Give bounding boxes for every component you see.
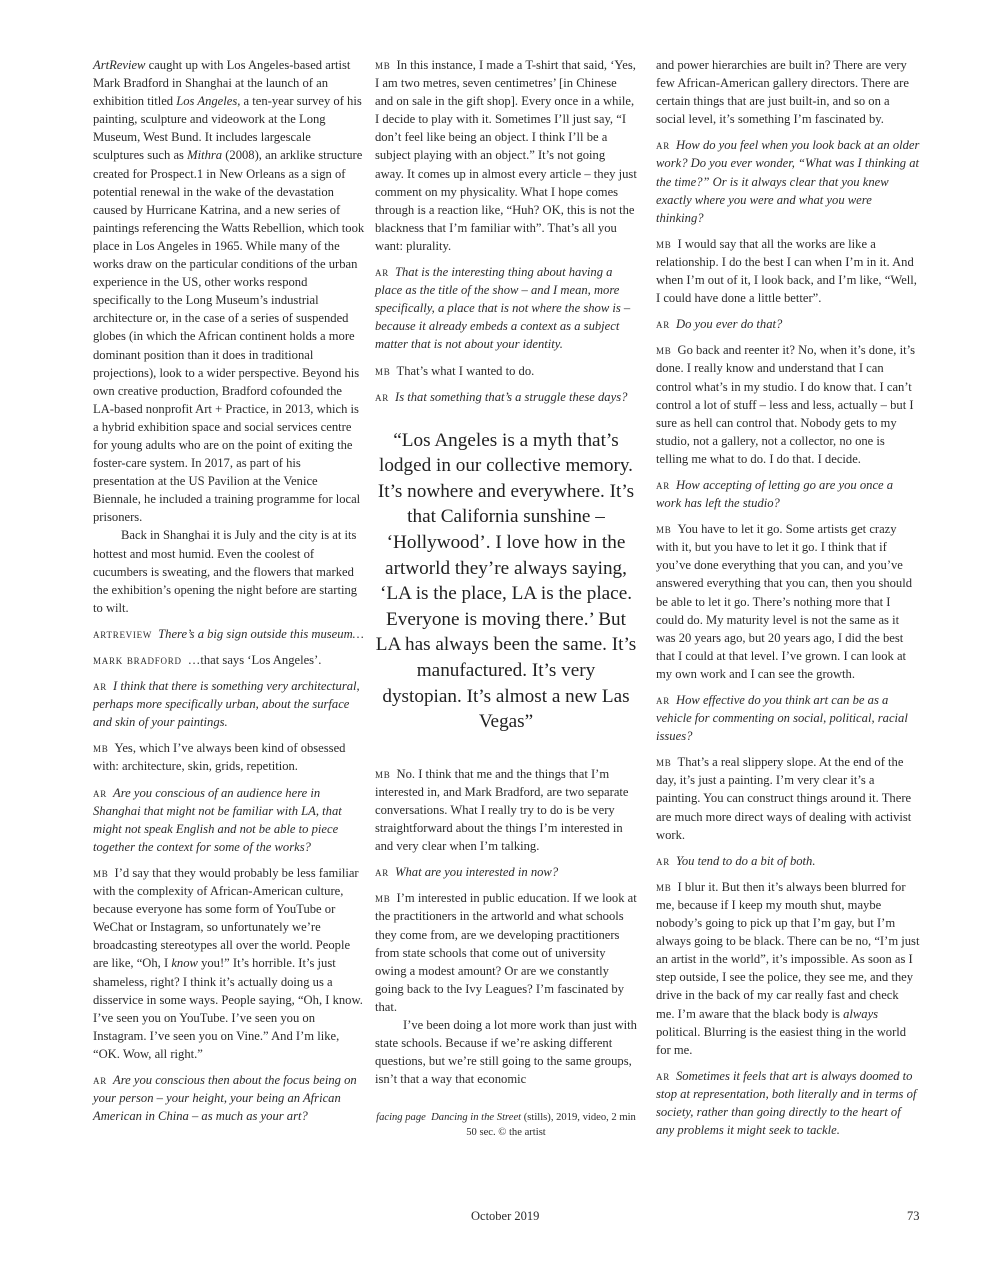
answer: mb That’s a real slippery slope. At the end of the day, it’s just a painting. I’m very clear it’s a painting. You can construct things around it. There are much more direct ways of dealing with activist work. <box>656 755 912 842</box>
speaker-label: mb <box>656 236 672 251</box>
answer: mb In this instance, I made a T-shirt that said, ‘Yes, I am two metres, seven centimetres’ [in Chinese and on sale in the gift shop]. Every once in a while, I decide to play with it. Sometimes I’ll just say, “I don’t feel like being an object. I think I’ll be a subject playing with an object.” It’s not going away. It comes up in almost every article – they just comment on my physicality. What I hope comes through is a reaction like, “Huh? OK, this is not the blackness that I’m familiar with”. That’s all you want: plurality. <box>375 58 637 253</box>
question: artreview There’s a big sign outside this museum… <box>93 626 364 641</box>
answer: mb No. I think that me and the things that I’m interested in, and Mark Bradford, are two separate conversations. What I really try to do is be very straightforward about the things I’m interested in and very clear when I’m talking. <box>375 766 629 854</box>
answer: mb Yes, which I’ve always been kind of obsessed with: architecture, skin, grids, repetition. <box>93 741 346 774</box>
speaker-label: ar <box>656 477 670 492</box>
question: ar What are you interested in now? <box>375 865 559 880</box>
intro-paragraph-2: Back in Shanghai it is July and the city is at its hottest and most humid. Even the coolest of cucumbers is sweating, and the flowers that marked the exhibition’s opening the night before are starting to wilt. <box>93 528 358 615</box>
speaker-label: ar <box>93 785 107 800</box>
work-title: Mithra <box>187 148 223 163</box>
speaker-label: mb <box>375 891 391 906</box>
speaker-label: ar <box>656 693 670 707</box>
image-caption: facing page Dancing in the Street (stills), 2019, video, 2 min 50 sec. © the artist <box>376 1112 636 1139</box>
answer: mb You have to let it go. Some artists get crazy with it, but you have to let it go. I think that if you’ve done everything that you can, and you’ve answered everything that you can, then you should be able to let it go. There’s nothing more that I could do. My maturity level is not the same as it was 20 years ago, but 20 years ago, I did the best that I could at that level. I’ve grown. I can look at my own work and I can see the growth. <box>656 522 913 681</box>
page-number: 73 <box>907 1209 920 1223</box>
article-column-1 <box>93 56 365 1133</box>
article-column-2 <box>375 56 637 1140</box>
speaker-label: mb <box>656 755 672 770</box>
exhibition-title: Los Angeles <box>176 94 238 109</box>
speaker-label: mark bradford <box>93 653 182 667</box>
question: ar Do you ever do that? <box>656 317 783 332</box>
speaker-label: ar <box>656 138 670 153</box>
question: ar I think that there is something very architectural, perhaps more specifically urban, about the surface and skin of your paintings. <box>93 679 360 730</box>
question: ar Is that something that’s a struggle these days? <box>375 389 628 404</box>
answer: mb I’m interested in public education. If we look at the practitioners in the artworld and what schools they come from, are we developing practitioners from state schools that come out of university owing a modest amount? Or are we constantly going back to the Ivy Leagues? I’m fascinated by that. <box>375 891 637 1014</box>
speaker-label: mb <box>656 522 672 537</box>
question: ar Are you conscious of an audience here in Shanghai that might not be familiar with LA, that might not speak English and not be able to piece together the context for some of the works? <box>93 785 342 854</box>
question: ar Sometimes it feels that art is always doomed to stop at representation, both literally and in terms of society, rather than going directly to the heart of any problems it might seek to tackle. <box>656 1068 917 1138</box>
answer: mb I’d say that they would probably be less familiar with the complexity of African-American culture, because everyone has some form of YouTube or WeChat or Instagram, so unfortunately we’re broadcasting stereotypes all over the world. People are like, “Oh, I know you!” It’s horrible. It’s just shameless, right? I think it’s actually doing us a disservice in some ways. People saying, “Oh, I know. I’ve seen you on YouTube. I’ve seen you on Instagram. I’ve seen you on Vine.” And I’m like, “OK. Wow, all right.” <box>93 865 363 1061</box>
answer: mb I would say that all the works are like a relationship. I do the best I can when I’m in it. And when I’m out of it, I look back, and I’m like, “Well, I could have done a little better”. <box>656 236 917 306</box>
answer-continued: I’ve been doing a lot more work than just with state schools. Because if we’re asking different questions, but we’re still going to the same groups, isn’t that a way that economic <box>375 1018 637 1087</box>
magazine-name: ArtReview <box>93 58 146 72</box>
speaker-label: mb <box>375 58 391 72</box>
speaker-label: ar <box>93 1072 107 1087</box>
speaker-label: ar <box>375 265 389 280</box>
question: ar Are you conscious then about the focus being on your person – your height, your being an African American in China – as much as your art? <box>93 1072 357 1124</box>
speaker-label: ar <box>93 679 107 694</box>
speaker-label: ar <box>656 1068 670 1083</box>
intro-paragraph: ArtReview caught up with Los Angeles-based artist Mark Bradford in Shanghai at the launch of an exhibition titled Los Angeles, a ten-year survey of his painting, sculpture and videowork at the Long Museum, West Bund. It includes largescale sculptures such as Mithra (2008), an arklike structure created for Prospect.1 in New Orleans as a sign of potential renewal in the wake of the devastation caused by Hurricane Katrina, and a new series of paintings referencing the Watts Rebellion, which took place in Los Angeles in 1965. While many of the works draw on the particular conditions of the urban experience in the US, other works respond specifically to the Long Museum’s industrial architecture or, in the case of a series of suspended globes (in which the African continent holds a more dominant position than it does in traditional projections), look to a wider perspective. Beyond his own creative production, Bradford cofounded the LA-based nonprofit Art + Practice, in 2013, which is a hybrid exhibition space and social services centre for young adults who are on the point of exiting the foster-care system. In 2017, as part of his presentation at the US Pavilion at the Venice Biennale, he included a training programme for local prisoners. <box>93 58 365 525</box>
footer-issue-date: October 2019 <box>471 1209 540 1223</box>
answer: mb That’s what I wanted to do. <box>375 363 535 378</box>
speaker-label: mb <box>656 343 672 358</box>
speaker-label: mb <box>93 741 109 756</box>
question: ar That is the interesting thing about having a place as the title of the show – and I mean, more specifically, a place that is not where the show is – because it already embeds a context as a subject matter that is not about your identity. <box>375 265 631 352</box>
question: ar How do you feel when you look back at an older work? Do you ever wonder, “What was I thinking at the time?” Or is it always clear that you knew exactly where you were and what you were thinking? <box>656 138 920 225</box>
speaker-label: ar <box>375 865 389 880</box>
article-column-3 <box>656 56 920 1147</box>
speaker-label: ar <box>656 853 670 868</box>
question: ar You tend to do a bit of both. <box>656 853 816 868</box>
speaker-label: ar <box>375 389 389 404</box>
answer-continued: and power hierarchies are built in? There are very few African-American gallery directors. There are certain things that are just built-in, and so on a social level, it’s something I’m fascinated by. <box>656 58 909 127</box>
speaker-label: mb <box>375 766 391 781</box>
pull-quote: “Los Angeles is a myth that’s lodged in our collective memory. It’s nowhere and everywhere. It’s that California sunshine – ‘Hollywood’. I love how in the artworld they’re always saying, ‘LA is the place, LA is the place. Everyone is moving there.’ But LA has always been the same. It’s manufactured. It’s very dystopian. It’s almost a new Las Vegas” <box>375 429 637 733</box>
answer: mark bradford …that says ‘Los Angeles’. <box>93 653 322 667</box>
answer: mb I blur it. But then it’s always been blurred for me, because if I keep my mouth shut, maybe nobody’s going to pick up that I’m gay, but I’m always going to be black. There can be no, “I’m just an artist in the world”, it’s impossible. As soon as I step outside, I see the police, they see me, and they drive in the back of my car really fast and check me. I’m aware that the black body is always political. Blurring is the easiest thing in the world for me. <box>656 879 920 1057</box>
speaker-label: artreview <box>93 626 153 641</box>
question: ar How effective do you think art can be as a vehicle for commenting on social, political, racial issues? <box>656 693 908 744</box>
speaker-label: mb <box>656 879 672 894</box>
speaker-label: mb <box>93 865 109 880</box>
question: ar How accepting of letting go are you once a work has left the studio? <box>656 477 894 511</box>
speaker-label: ar <box>656 317 670 332</box>
speaker-label: mb <box>375 363 391 378</box>
answer: mb Go back and reenter it? No, when it’s done, it’s done. I really know and understand that I can control what’s in my studio. I do know that. I can’t control a lot of stuff – less and less, actually – but I sure as hell can control that. Nobody gets to my studio, not a gallery, not a collector, no one is telling me what to do. I do that. I decide. <box>656 343 915 466</box>
